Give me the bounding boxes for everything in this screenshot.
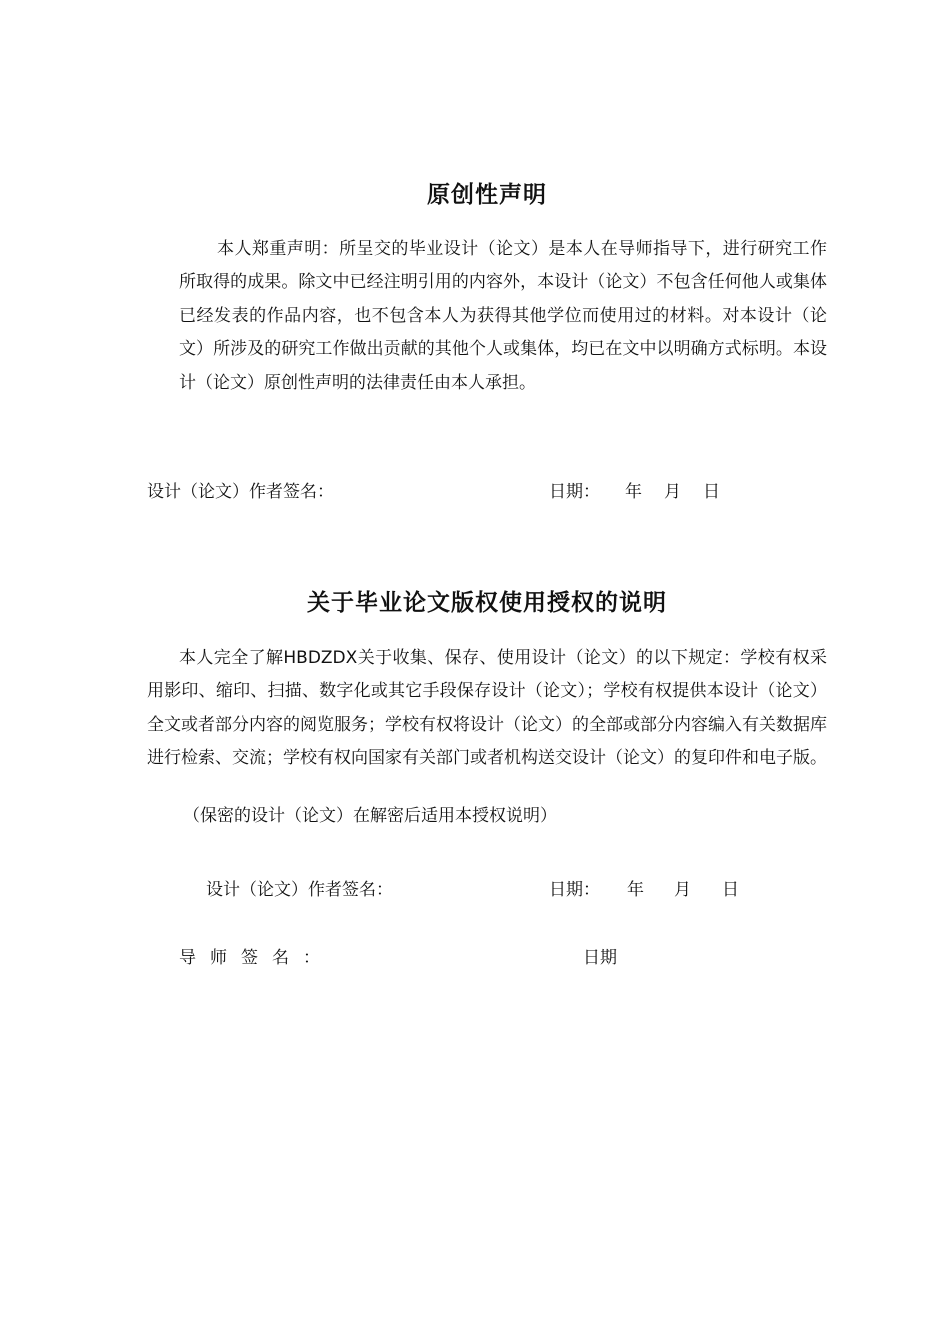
advisor-signature-row (0, 946, 950, 970)
advisor-signature-label: 导师签名： (179, 948, 334, 968)
day-label: 日 (722, 880, 739, 900)
year-label: 年 (625, 482, 642, 502)
copyright-authorization-title: 关于毕业论文版权使用授权的说明 (307, 590, 667, 616)
month-label: 月 (674, 880, 691, 900)
date-label: 日期： (549, 482, 600, 502)
year-label: 年 (627, 880, 644, 900)
author-signature-label: 设计（论文）作者签名： (206, 880, 393, 900)
copyright-authorization-paragraph: 本人完全了解HBDZDX关于收集、保存、使用设计（论文）的以下规定：学校有权采用影印、缩印、扫描、数字化或其它手段保存设计（论文）；学校有权提供本设计（论文）全文或者部分内容的阅览服务；学校有权将设计（论文）的全部或部分内容编入有关数据库进行检索、交流；学校有权向国家有关部门或者机构送交设计（论文）的复印件和电子版。 (147, 648, 827, 769)
author-signature-label: 设计（论文）作者签名： (147, 482, 334, 502)
author-signature-row (0, 480, 950, 504)
day-label: 日 (703, 482, 720, 502)
advisor-date-label: 日期 (583, 948, 617, 968)
month-label: 月 (664, 482, 681, 502)
confidential-note: （保密的设计（论文）在解密后适用本授权说明） (183, 806, 557, 826)
date-label: 日期： (549, 880, 600, 900)
author-signature-row-2 (0, 878, 950, 902)
originality-statement-paragraph: 本人郑重声明：所呈交的毕业设计（论文）是本人在导师指导下，进行研究工作所取得的成果。除文中已经注明引用的内容外，本设计（论文）不包含任何他人或集体已经发表的作品内容，也不包含本人为获得其他学位而使用过的材料。对本设计（论文）所涉及的研究工作做出贡献的其他个人或集体，均已在文中以明确方式标明。本设计（论文）原创性声明的法律责任由本人承担。 (179, 239, 827, 393)
originality-statement-title: 原创性声明 (427, 182, 547, 208)
